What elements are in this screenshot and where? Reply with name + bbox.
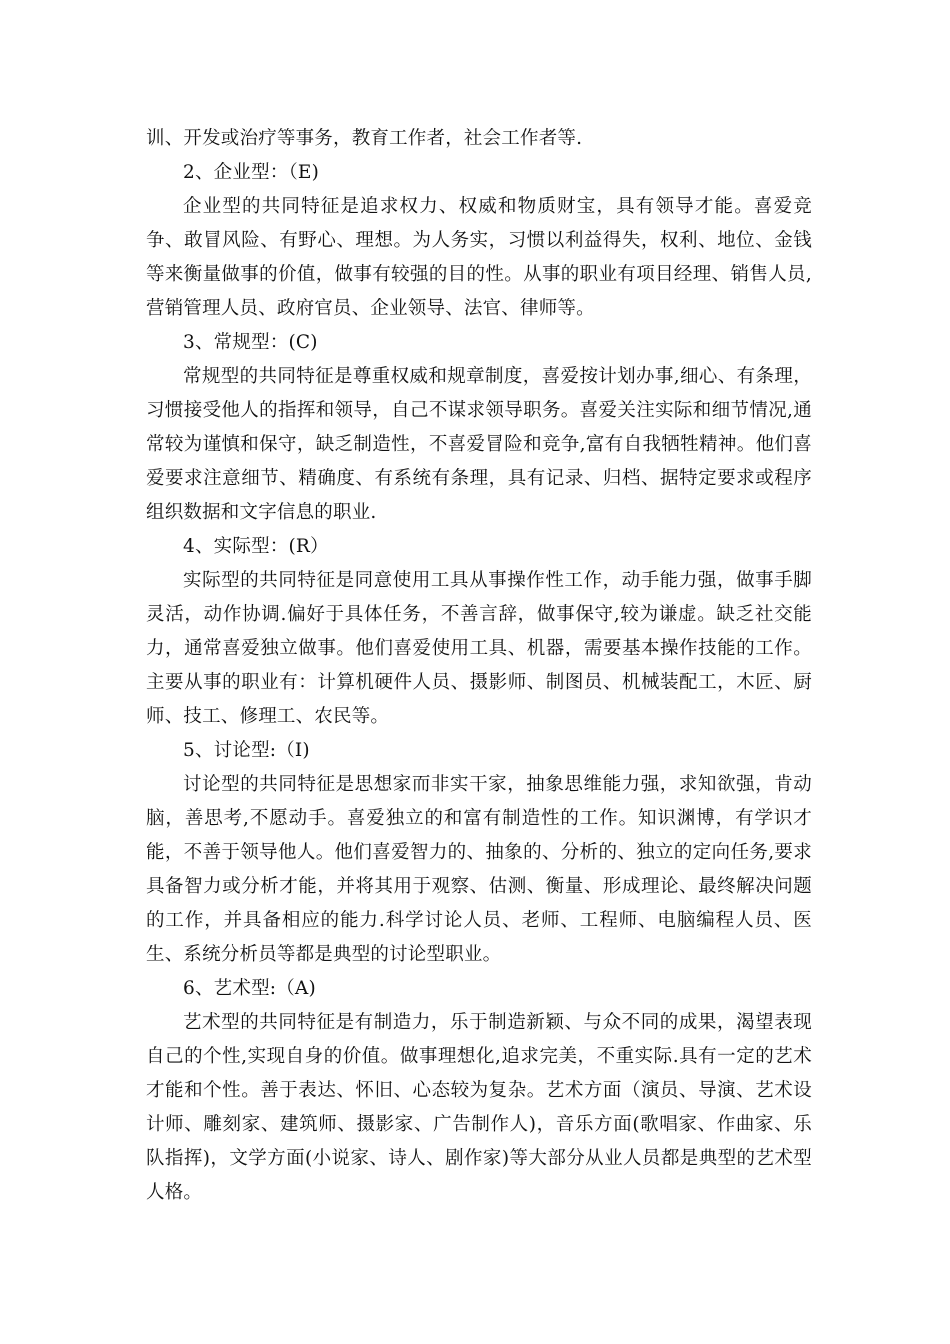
heading-investigative-type: 5、讨论型:（I): [183, 740, 310, 761]
paragraph-realistic-type: 实际型的共同特征是同意使用工具从事操作性工作，动手能力强，做事手脚灵活，动作协调.偏好于具体任务，不善言辞，做事保守,较为谦虚。缺乏社交能力，通常喜爱独立做事。他们喜爱使用工具、机器，需要基本操作技能的工作。主要从事的职业有：计算机硬件人员、摄影师、制图员、机械装配工，木匠、厨师、技工、修理工、农民等。: [146, 570, 812, 727]
paragraph-artistic-type: 艺术型的共同特征是有制造力，乐于制造新颖、与众不同的成果，渴望表现自己的个性,实现自身的价值。做事理想化,追求完美，不重实际.具有一定的艺术才能和个性。善于表达、怀旧、心态较为复杂。艺术方面（演员、导演、艺术设计师、雕刻家、建筑师、摄影家、广告制作人)，音乐方面(歌唱家、作曲家、乐队指挥)，文学方面(小说家、诗人、剧作家)等大部分从业人员都是典型的艺术型人格。: [146, 1012, 812, 1203]
paragraph-enterprise-type: 企业型的共同特征是追求权力、权威和物质财宝，具有领导才能。喜爱竞争、敢冒风险、有野心、理想。为人务实，习惯以利益得失，权利、地位、金钱等来衡量做事的价值，做事有较强的目的性。从事的职业有项目经理、销售人员,营销管理人员、政府官员、企业领导、法官、律师等。: [146, 196, 812, 319]
heading-artistic-type: 6、艺术型:（A): [183, 978, 316, 999]
heading-conventional-type: 3、常规型：(C): [183, 332, 318, 353]
paragraph-conventional-type: 常规型的共同特征是尊重权威和规章制度，喜爱按计划办事,细心、有条理，习惯接受他人的指挥和领导，自己不谋求领导职务。喜爱关注实际和细节情况,通常较为谨慎和保守，缺乏制造性，不喜爱冒险和竞争,富有自我牺牲精神。他们喜爱要求注意细节、精确度、有系统有条理，具有记录、归档、据特定要求或程序组织数据和文字信息的职业.: [146, 366, 812, 523]
heading-realistic-type: 4、实际型：(R）: [183, 536, 329, 557]
heading-enterprise-type: 2、企业型：（E): [183, 162, 320, 183]
paragraph-continuation: 训、开发或治疗等事务，教育工作者，社会工作者等.: [146, 128, 583, 149]
paragraph-investigative-type: 讨论型的共同特征是思想家而非实干家，抽象思维能力强，求知欲强，肯动脑，善思考,不愿动手。喜爱独立的和富有制造性的工作。知识渊博，有学识才能，不善于领导他人。他们喜爱智力的、抽象的、分析的、独立的定向任务,要求具备智力或分析才能，并将其用于观察、估测、衡量、形成理论、最终解决问题的工作，并具备相应的能力.科学讨论人员、老师、工程师、电脑编程人员、医生、系统分析员等都是典型的讨论型职业。: [146, 774, 812, 965]
